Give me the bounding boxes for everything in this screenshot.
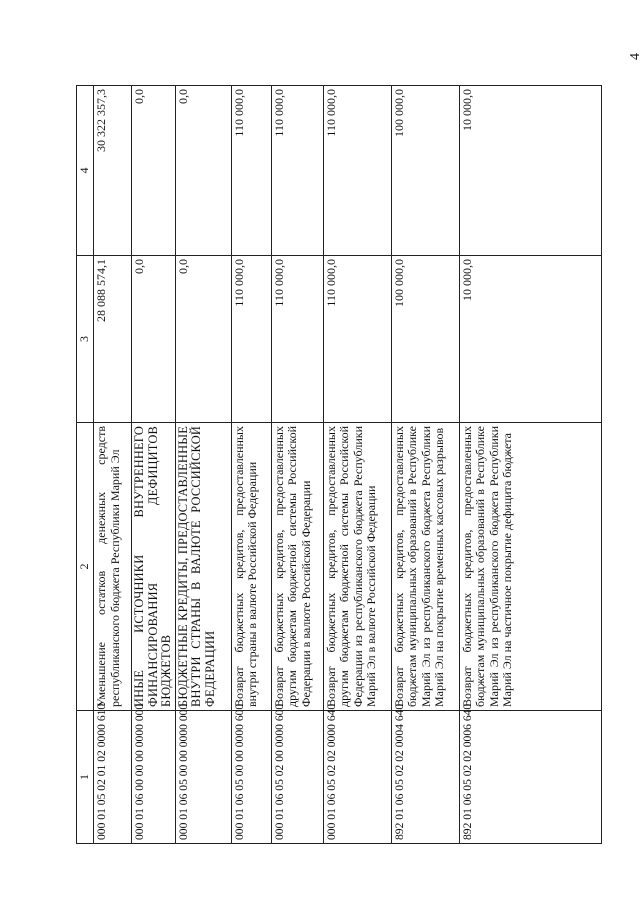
value-col-3: 110 000,0 [231,256,271,423]
header-col-1: 1 [77,711,94,844]
value-col-3: 0,0 [132,256,176,423]
value-col-3: 28 088 574,1 [94,256,132,423]
row-description: Возврат бюджетных кредитов, предоставленных бюджетам муниципальных образований в Республике Марий Эл из республиканского бюджета Республики Марий Эл на частичное покрытие дефицита бюджета [459,423,602,711]
value-col-4: 110 000,0 [271,86,323,256]
value-col-3: 110 000,0 [271,256,323,423]
header-col-4: 4 [77,86,94,256]
budget-code: 000 01 06 05 00 00 0000 600 [231,711,271,844]
value-col-4: 0,0 [132,86,176,256]
value-col-3: 10 000,0 [459,256,602,423]
table-row [132,86,176,844]
table-row [323,86,391,844]
budget-code: 000 01 06 00 00 00 0000 000 [132,711,176,844]
budget-code: 892 01 06 05 02 02 0006 640 [459,711,602,844]
row-description: Возврат бюджетных кредитов, предоставленных внутри страны в валюте Российской Федерации [231,423,271,711]
value-col-4: 0,0 [175,86,231,256]
table-row [231,86,271,844]
table-row [175,86,231,844]
value-col-4: 30 322 357,3 [94,86,132,256]
page-number: 4 [628,53,643,60]
value-col-4: 10 000,0 [459,86,602,256]
header-col-3: 3 [77,256,94,423]
budget-code: 000 01 06 05 00 00 0000 000 [175,711,231,844]
value-col-4: 100 000,0 [391,86,459,256]
rotated-table-container [76,86,602,844]
value-col-3: 100 000,0 [391,256,459,423]
table-header-row [77,86,94,844]
value-col-4: 110 000,0 [231,86,271,256]
table-row [271,86,323,844]
table-row [391,86,459,844]
table-row [459,86,602,844]
table-row [94,86,132,844]
budget-code: 000 01 06 05 02 00 0000 600 [271,711,323,844]
budget-code: 000 01 06 05 02 02 0000 640 [323,711,391,844]
header-col-2: 2 [77,423,94,711]
row-description: Возврат бюджетных кредитов, предоставленных бюджетам муниципальных образований в Республике Марий Эл из республиканского бюджета Республики Марий Эл на покрытие временных кассовых разрывов [391,423,459,711]
value-col-4: 110 000,0 [323,86,391,256]
row-description: Возврат бюджетных кредитов, предоставленных другим бюджетам бюджетной системы Российской Федерации из республиканского бюджета Республики Марий Эл в валюте Российской Федерации [323,423,391,711]
budget-code: 892 01 06 05 02 02 0004 640 [391,711,459,844]
budget-sources-table [76,85,602,844]
row-description: БЮДЖЕТНЫЕ КРЕДИТЫ, ПРЕДОСТАВЛЕННЫЕ ВНУТРИ СТРАНЫ В ВАЛЮТЕ РОССИЙСКОЙ ФЕДЕРАЦИИ [175,423,231,711]
row-description: ИНЫЕ ИСТОЧНИКИ ВНУТРЕННЕГО ФИНАНСИРОВАНИЯ ДЕФИЦИТОВ БЮДЖЕТОВ [132,423,176,711]
row-description: Возврат бюджетных кредитов, предоставленных другим бюджетам бюджетной системы Российской Федерации в валюте Российской Федерации [271,423,323,711]
budget-code: 000 01 05 02 01 02 0000 610 [94,711,132,844]
value-col-3: 0,0 [175,256,231,423]
value-col-3: 110 000,0 [323,256,391,423]
row-description: Уменьшение остатков денежных средств республиканского бюджета Республики Марий Эл [94,423,132,711]
